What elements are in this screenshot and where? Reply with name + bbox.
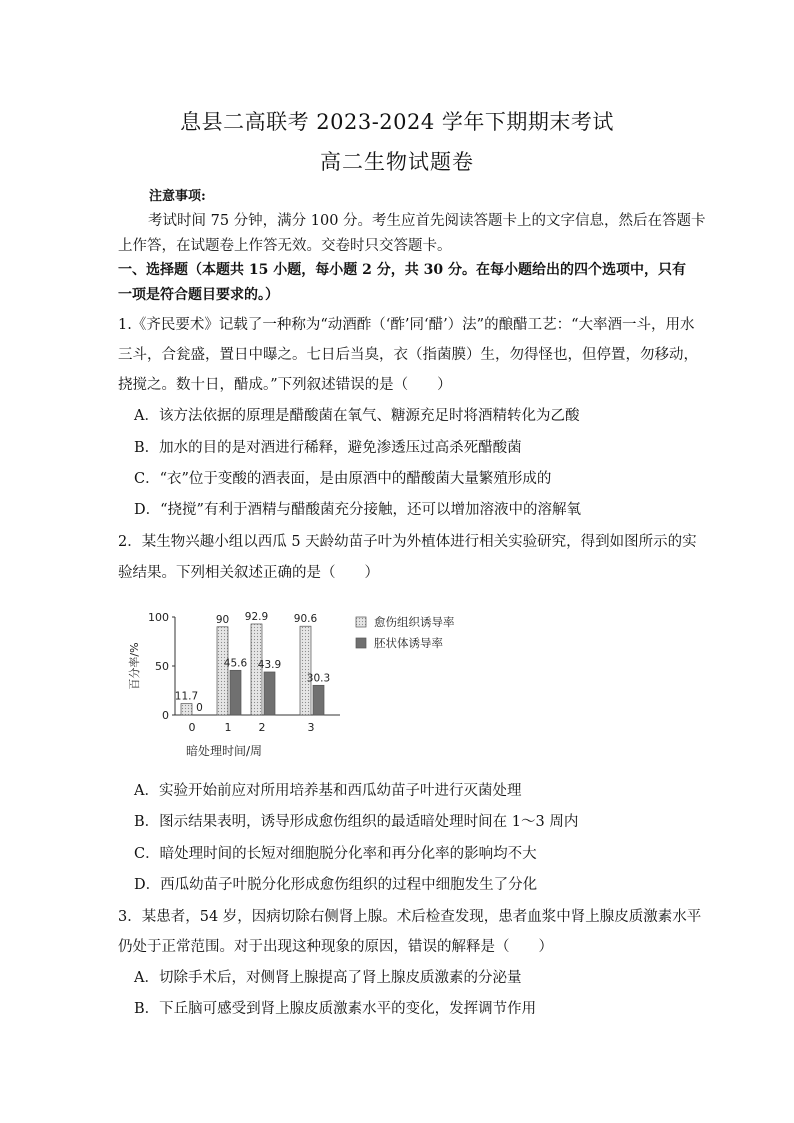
q2-option-c: C．暗处理时间的长短对细胞脱分化率和再分化率的影响均不大 (134, 846, 537, 862)
x-tick-label: 3 (307, 721, 315, 734)
q2-option-d: D．西瓜幼苗子叶脱分化形成愈伤组织的过程中细胞发生了分化 (134, 877, 538, 893)
bar-embryoid (313, 685, 324, 715)
bar-embryoid (264, 672, 275, 715)
y-tick-label: 50 (155, 660, 169, 673)
data-label: 45.6 (223, 657, 248, 670)
section-heading-1: 一、选择题（本题共 15 小题，每小题 2 分，共 30 分。在每小题给出的四个选项中，只有 (118, 262, 686, 278)
data-label: 43.9 (257, 658, 282, 671)
q1-option-c: C．“衣”位于变酸的酒表面，是由原酒中的醋酸菌大量繁殖形成的 (134, 471, 552, 487)
q1-stem-1: 1.《齐民要术》记载了一种称为“动酒酢（‘酢’同‘醋’）法”的酿醋工艺：“大率酒一斗，用水 (118, 317, 695, 333)
q3-stem-2: 仍处于正常范围。对于出现这种现象的原因，错误的解释是（ ） (118, 939, 553, 955)
bar-embryoid (230, 670, 241, 715)
y-tick-label: 100 (148, 611, 169, 624)
data-label: 90.6 (293, 613, 318, 626)
x-tick-label: 2 (258, 721, 266, 734)
notice-line-2: 上作答，在试题卷上作答无效。交卷时只交答题卡。 (118, 238, 452, 254)
notice-line-1: 考试时间 75 分钟，满分 100 分。考生应首先阅读答题卡上的文字信息，然后在答题卡 (148, 213, 706, 229)
x-tick-label: 1 (224, 721, 232, 734)
x-tick-label: 0 (188, 721, 196, 734)
q1-stem-2: 三斗，合瓮盛，置日中曝之。七日后当臭，衣（指菌膜）生，勿得怪也，但停置，勿移动， (118, 347, 698, 363)
q2-option-b: B．图示结果表明，诱导形成愈伤组织的最适暗处理时间在 1～3 周内 (134, 814, 579, 830)
exam-title: 息县二高联考 2023-2024 学年下期期末考试 (180, 110, 614, 134)
q1-option-a: A．该方法依据的原理是醋酸菌在氧气、糖源充足时将酒精转化为乙酸 (134, 408, 580, 424)
q1-option-d: D．“挠搅”有利于酒精与醋酸菌充分接触，还可以增加溶液中的溶解氧 (134, 502, 581, 518)
q1-option-b: B．加水的目的是对酒进行稀释，避免渗透压过高杀死醋酸菌 (134, 440, 522, 456)
data-label: 92.9 (244, 610, 269, 623)
data-label: 0 (196, 702, 203, 714)
q2-stem-2: 验结果。下列相关叙述正确的是（ ） (118, 565, 379, 581)
data-label: 90 (215, 613, 230, 626)
legend-swatch (356, 617, 366, 627)
data-label: 11.7 (174, 690, 199, 703)
legend-swatch (356, 638, 366, 648)
section-heading-2: 一项是符合题目要求的。） (118, 287, 279, 303)
notice-heading: 注意事项: (149, 189, 206, 204)
legend-label: 胚状体诱导率 (374, 636, 443, 650)
q3-option-a: A．切除手术后，对侧肾上腺提高了肾上腺皮质激素的分泌量 (134, 970, 522, 986)
bar-chart (118, 605, 498, 765)
data-label: 30.3 (306, 672, 331, 685)
q2-option-a: A．实验开始前应对所用培养基和西瓜幼苗子叶进行灭菌处理 (134, 783, 522, 799)
q3-option-b: B．下丘脑可感受到肾上腺皮质激素水平的变化，发挥调节作用 (134, 1001, 537, 1017)
legend-label: 愈伤组织诱导率 (374, 615, 455, 629)
q2-stem-1: 2．某生物兴趣小组以西瓜 5 天龄幼苗子叶为外植体进行相关实验研究，得到如图所示的实 (118, 534, 697, 550)
x-axis-label: 暗处理时间/周 (185, 744, 263, 758)
bar-callus (300, 626, 311, 715)
y-axis-label: 百分率/% (128, 642, 141, 690)
q1-stem-3: 挠搅之。数十日，醋成。”下列叙述错误的是（ ） (118, 377, 452, 393)
exam-subtitle: 高二生物试题卷 (320, 150, 474, 174)
q3-stem-1: 3．某患者，54 岁，因病切除右侧肾上腺。术后检查发现，患者血浆中肾上腺皮质激素水平 (118, 909, 702, 925)
y-tick-label: 0 (162, 709, 169, 722)
bar-callus (217, 627, 228, 715)
bar-callus (181, 704, 192, 715)
